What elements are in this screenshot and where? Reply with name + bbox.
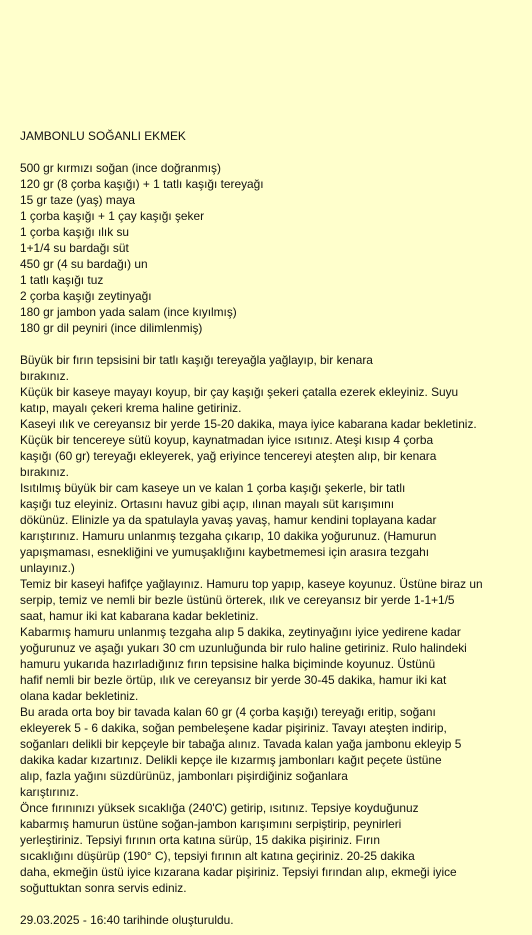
instruction-line: saat, hamur iki kat kabarana kadar bekletiniz. <box>20 609 259 623</box>
instruction-line: serpip, temiz ve nemli bir bezle üstünü örterek, ılık ve cereyansız bir yerde 1-1+1/5 <box>20 593 455 607</box>
ingredients-list <box>20 160 528 336</box>
instruction-line: bırakınız. <box>20 369 69 383</box>
instruction-line: yerleştiriniz. Tepsiyi fırının orta katına sürüp, 15 dakika pişiriniz. Fırın <box>20 833 380 847</box>
spacer <box>20 144 528 160</box>
instruction-line: karıştırınız. Hamuru unlanmış tezgaha çıkarıp, 10 dakika yoğurunuz. (Hamurun <box>20 529 437 543</box>
instruction-line: ekleyerek 5 - 6 dakika, soğan pembeleşene kadar pişiriniz. Tavayı ateşten indirip, <box>20 721 447 735</box>
instruction-line: katıp, mayalı çekeri krema haline getiriniz. <box>20 401 242 415</box>
instruction-line: olana kadar bekletiniz. <box>20 689 139 703</box>
ingredient-item: 1+1/4 su bardağı süt <box>20 241 129 255</box>
instruction-line: kaşığı tuz eleyiniz. Ortasını havuz gibi açıp, ılınan mayalı süt karışımını <box>20 497 395 511</box>
instruction-line: kaşığı (60 gr) tereyağı ekleyerek, yağ eriyince tencereyi ateşten alıp, bir kenara <box>20 449 437 463</box>
instruction-line: soğanları delikli bir kepçeyle bir tabağa alınız. Tavada kalan yağa jambonu ekleyip 5 <box>20 737 462 751</box>
instruction-line: alıp, fazla yağını süzdürünüz, jambonları pişirdiğiniz soğanlara <box>20 769 348 783</box>
instruction-line: Küçük bir kaseye mayayı koyup, bir çay kaşığı şekeri çatalla ezerek ekleyiniz. Suyu <box>20 385 459 399</box>
instruction-line: hamuru yukarıda hazırladığınız fırın tepsisine halka biçiminde koyunuz. Üstünü <box>20 657 436 671</box>
spacer <box>20 896 528 912</box>
spacer <box>20 336 528 352</box>
ingredient-item: 1 tatlı kaşığı tuz <box>20 273 104 287</box>
instruction-line: dakika kadar kızartınız. Delikli kepçe ile kızarmış jambonları kağıt peçete üstüne <box>20 753 442 767</box>
ingredient-item: 120 gr (8 çorba kaşığı) + 1 tatlı kaşığı tereyağı <box>20 177 264 191</box>
instruction-line: yapışmaması, esnekliğini ve yumuşaklığını kaybetmemesi için arasıra tezgahı <box>20 545 430 559</box>
instruction-line: karıştırınız. <box>20 785 79 799</box>
ingredient-item: 2 çorba kaşığı zeytinyağı <box>20 289 152 303</box>
instruction-line: daha, ekmeğin üstü iyice kızarana kadar pişiriniz. Tepsiyi fırından alıp, ekmeği iyice <box>20 865 457 879</box>
ingredient-item: 1 çorba kaşığı + 1 çay kaşığı şeker <box>20 209 205 223</box>
ingredient-item: 15 gr taze (yaş) maya <box>20 193 135 207</box>
ingredient-item: 180 gr dil peyniri (ince dilimlenmiş) <box>20 321 203 335</box>
instruction-line: yoğurunuz ve aşağı yukarı 30 cm uzunluğunda bir rulo haline getiriniz. Rulo halindeki <box>20 641 467 655</box>
instruction-line: Önce fırınınızı yüksek sıcaklığa (240'C) getirip, ısıtınız. Tepsiye koyduğunuz <box>20 801 419 815</box>
instruction-line: Bu arada orta boy bir tavada kalan 60 gr (4 çorba kaşığı) tereyağı eritip, soğanı <box>20 705 436 719</box>
instruction-line: Küçük bir tencereye sütü koyup, kaynatmadan iyice ısıtınız. Ateşi kısıp 4 çorba <box>20 433 434 447</box>
creation-timestamp: 29.03.2025 - 16:40 tarihinde oluşturuldu. <box>20 913 234 927</box>
instruction-line: dökünüz. Elinizle ya da spatulayla yavaş yavaş, hamur kendini toplayana kadar <box>20 513 437 527</box>
ingredient-item: 450 gr (4 su bardağı) un <box>20 257 148 271</box>
instructions <box>20 352 528 896</box>
ingredient-item: 180 gr jambon yada salam (ince kıyılmış) <box>20 305 237 319</box>
instruction-line: kabarmış hamurun üstüne soğan-jambon karışımını serpiştirip, peynirleri <box>20 817 402 831</box>
ingredient-item: 500 gr kırmızı soğan (ince doğranmış) <box>20 161 221 175</box>
instruction-line: hafif nemli bir bezle örtüp, ılık ve cereyansız bir yerde 30-45 dakika, hamur iki kat <box>20 673 447 687</box>
instruction-line: Büyük bir fırın tepsisini bir tatlı kaşığı tereyağla yağlayıp, bir kenara <box>20 353 373 367</box>
recipe-title: JAMBONLU SOĞANLI EKMEK <box>20 129 186 143</box>
instruction-line: Temiz bir kaseyi hafifçe yağlayınız. Hamuru top yapıp, kaseye koyunuz. Üstüne biraz un <box>20 577 483 591</box>
instruction-line: Kaseyi ılık ve cereyansız bir yerde 15-20 dakika, maya iyice kabarana kadar bekletiniz. <box>20 417 477 431</box>
ingredient-item: 1 çorba kaşığı ılık su <box>20 225 130 239</box>
instruction-line: unlayınız.) <box>20 561 75 575</box>
instruction-line: soğuttuktan sonra servis ediniz. <box>20 881 187 895</box>
instruction-line: Isıtılmış büyük bir cam kaseye un ve kalan 1 çorba kaşığı şekerle, bir tatlı <box>20 481 406 495</box>
instruction-line: Kabarmış hamuru unlanmış tezgaha alıp 5 dakika, zeytinyağını iyice yedirene kadar <box>20 625 461 639</box>
instruction-line: bırakınız. <box>20 465 69 479</box>
recipe-document <box>20 128 528 928</box>
instruction-line: sıcaklığını düşürüp (190° C), tepsiyi fırının alt katına geçiriniz. 20-25 dakika <box>20 849 415 863</box>
